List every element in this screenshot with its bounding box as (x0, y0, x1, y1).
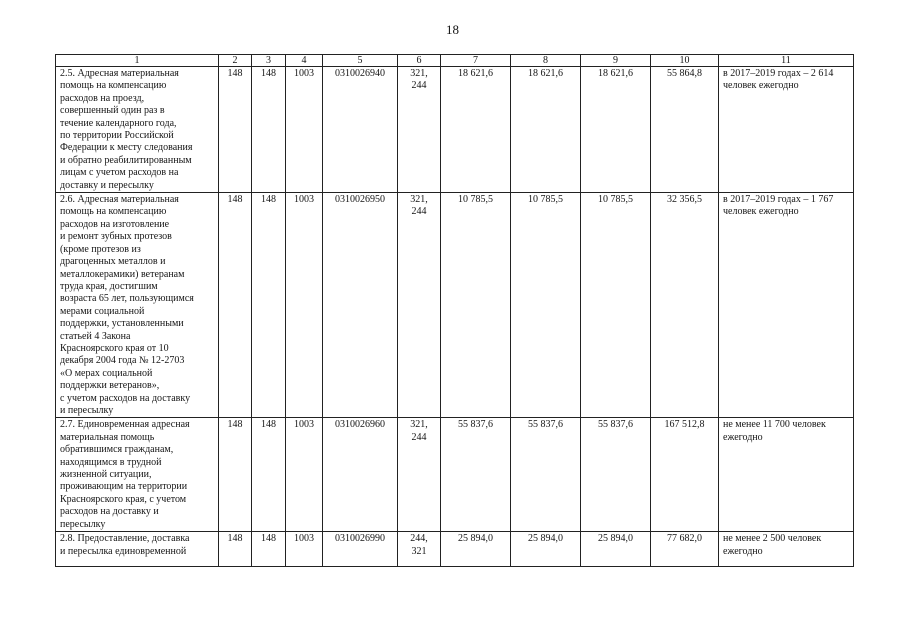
result-line: не менее 11 700 человек (723, 419, 826, 431)
description-line: расходов на изготовление (60, 218, 170, 230)
description-line: «О мерах социальной (60, 367, 153, 379)
result-line: в 2017–2019 годах – 1 767 (723, 194, 834, 206)
table-row (56, 193, 854, 418)
code-line: 244 (411, 431, 427, 443)
code-cell-col6 (398, 67, 441, 193)
amount-cell-col9: 55 837,6 (581, 418, 651, 532)
header-cell-8: 8 (511, 55, 581, 67)
description-line: статьей 4 Закона (60, 330, 131, 342)
description-line: и ремонт зубных протезов (60, 231, 172, 243)
description-line: проживающим на территории (60, 481, 188, 493)
amount-cell-col9: 10 785,5 (581, 193, 651, 418)
code-cell-col2: 148 (219, 67, 252, 193)
description-line: 2.7. Единовременная адресная (60, 419, 190, 431)
code-line: 244 (411, 206, 427, 218)
description-line: помощь на компенсацию (60, 206, 167, 218)
amount-cell-col10: 167 512,8 (651, 418, 719, 532)
header-cell-10: 10 (651, 55, 719, 67)
description-line: с учетом расходов на доставку (60, 392, 191, 404)
item-description (56, 532, 219, 567)
description-line: поддержки ветеранов», (60, 380, 160, 392)
header-cell-6: 6 (398, 55, 441, 67)
amount-cell-col7: 18 621,6 (441, 67, 511, 193)
description-line: расходов на проезд, (60, 92, 145, 104)
code-line: 321, (410, 194, 428, 206)
result-line: человек ежегодно (723, 206, 799, 218)
code-cell-col4: 1003 (286, 193, 323, 418)
description-line: металлокерамики) ветеранам (60, 268, 185, 280)
result-line: не менее 2 500 человек (723, 533, 822, 545)
result-line: в 2017–2019 годах – 2 614 (723, 68, 834, 79)
description-line: 2.6. Адресная материальная (60, 194, 179, 206)
code-cell-col5: 0310026990 (323, 532, 398, 567)
description-line: расходов на доставку и (60, 506, 159, 518)
description-line: драгоценных металлов и (60, 256, 166, 268)
description-line: поддержки, установленными (60, 318, 184, 330)
code-cell-col6 (398, 193, 441, 418)
code-cell-col5: 0310026960 (323, 418, 398, 532)
header-cell-4: 4 (286, 55, 323, 67)
description-line: Федерации к месту следования (60, 142, 193, 154)
table-header-row (56, 55, 854, 67)
amount-cell-col8: 55 837,6 (511, 418, 581, 532)
amount-cell-col9: 25 894,0 (581, 532, 651, 567)
code-cell-col4: 1003 (286, 67, 323, 193)
code-cell-col5: 0310026950 (323, 193, 398, 418)
code-line: 244 (411, 80, 427, 92)
code-cell-col6 (398, 418, 441, 532)
description-line: Красноярского края от 10 (60, 342, 169, 354)
result-line: ежегодно (723, 431, 763, 443)
item-description (56, 67, 219, 193)
description-line: труда края, достигшим (60, 280, 158, 292)
description-line: Красноярского края, с учетом (60, 493, 187, 505)
description-line: по территории Российской (60, 130, 174, 142)
description-line: пересылку (60, 518, 106, 530)
description-line: 2.8. Предоставление, доставка (60, 533, 190, 545)
page-number: 18 (446, 22, 459, 37)
description-line: обратившимся гражданам, (60, 444, 174, 456)
amount-cell-col10: 77 682,0 (651, 532, 719, 567)
description-line: материальная помощь (60, 431, 155, 443)
description-line: доставку и пересылку (60, 179, 154, 191)
table-row (56, 67, 854, 193)
amount-cell-col7: 10 785,5 (441, 193, 511, 418)
code-cell-col2: 148 (219, 532, 252, 567)
description-line: помощь на компенсацию (60, 80, 167, 92)
header-cell-7: 7 (441, 55, 511, 67)
header-cell-11: 11 (719, 55, 854, 67)
code-cell-col3: 148 (252, 67, 286, 193)
amount-cell-col9: 18 621,6 (581, 67, 651, 193)
header-cell-1: 1 (56, 55, 219, 67)
description-line: (кроме протезов из (60, 243, 141, 255)
item-description (56, 193, 219, 418)
description-line: и пересылку (60, 404, 114, 416)
amount-cell-col8: 10 785,5 (511, 193, 581, 418)
code-line: 244, (410, 533, 428, 545)
amount-cell-col7: 55 837,6 (441, 418, 511, 532)
code-cell-col5: 0310026940 (323, 67, 398, 193)
result-cell (719, 193, 854, 418)
header-cell-5: 5 (323, 55, 398, 67)
description-line: находящимся в трудной (60, 456, 162, 468)
description-line: течение календарного года, (60, 117, 177, 129)
amount-cell-col10: 55 864,8 (651, 67, 719, 193)
description-line: 2.5. Адресная материальная (60, 68, 179, 79)
code-line: 321 (411, 545, 427, 557)
result-line: человек ежегодно (723, 80, 799, 92)
description-line: и обратно реабилитированным (60, 154, 192, 166)
code-cell-col3: 148 (252, 193, 286, 418)
budget-table (55, 54, 854, 567)
code-cell-col3: 148 (252, 418, 286, 532)
description-line: декабря 2004 года № 12-2703 (60, 355, 185, 367)
amount-cell-col8: 18 621,6 (511, 67, 581, 193)
result-cell (719, 67, 854, 193)
description-line: лицам с учетом расходов на (60, 167, 179, 179)
amount-cell-col7: 25 894,0 (441, 532, 511, 567)
amount-cell-col10: 32 356,5 (651, 193, 719, 418)
description-line: возраста 65 лет, пользующимся (60, 293, 194, 305)
item-description (56, 418, 219, 532)
code-cell-col6 (398, 532, 441, 567)
header-cell-9: 9 (581, 55, 651, 67)
description-line: мерами социальной (60, 305, 145, 317)
code-cell-col2: 148 (219, 418, 252, 532)
description-line: совершенный один раз в (60, 105, 165, 117)
result-cell (719, 418, 854, 532)
result-line: ежегодно (723, 545, 763, 557)
code-cell-col3: 148 (252, 532, 286, 567)
code-cell-col4: 1003 (286, 418, 323, 532)
code-cell-col4: 1003 (286, 532, 323, 567)
code-line: 321, (410, 68, 428, 79)
result-cell (719, 532, 854, 567)
code-cell-col2: 148 (219, 193, 252, 418)
description-line: и пересылка единовременной (60, 545, 187, 557)
description-line: жизненной ситуации, (60, 469, 152, 480)
header-cell-2: 2 (219, 55, 252, 67)
header-cell-3: 3 (252, 55, 286, 67)
code-line: 321, (410, 419, 428, 431)
amount-cell-col8: 25 894,0 (511, 532, 581, 567)
table-row (56, 532, 854, 567)
table-row (56, 418, 854, 532)
